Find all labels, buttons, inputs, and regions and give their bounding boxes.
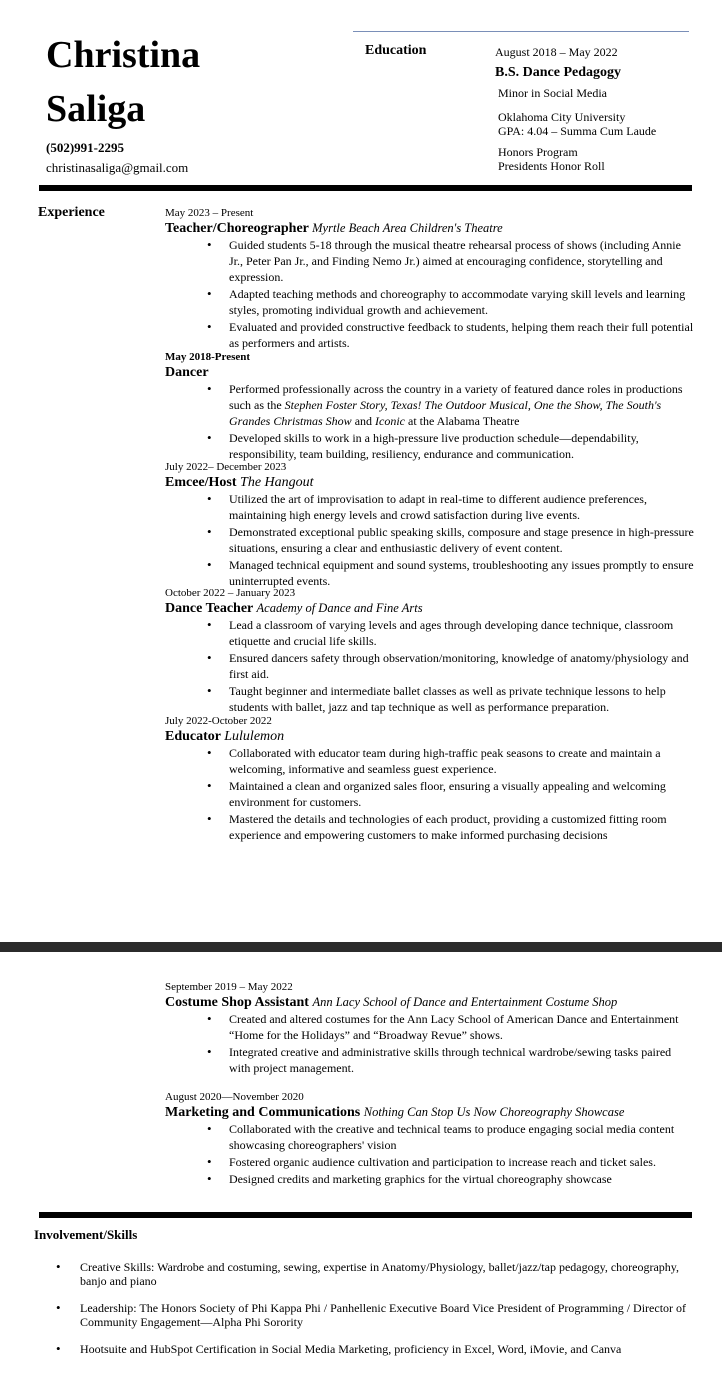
job-org: The Hangout <box>240 475 314 490</box>
skills-rule <box>39 1212 692 1218</box>
education-dates: August 2018 – May 2022 <box>495 45 618 59</box>
job-bullet: • Demonstrated exceptional public speaking skills, composure and stage presence in high-pressure situations, ensuring a clear and enthusiastic delivery of event content. <box>165 524 695 556</box>
job-title-line <box>165 994 695 1011</box>
email: christinasaliga@gmail.com <box>46 160 189 175</box>
education-honors-program: Honors Program <box>498 145 578 159</box>
job-title: Costume Shop Assistant <box>165 995 309 1010</box>
last-name: Saliga <box>46 88 146 130</box>
job-title: Educator <box>165 729 221 744</box>
job-entry <box>165 1091 695 1188</box>
job-bullet: • Developed skills to work in a high-pressure live production schedule—dependability, responsibility, team building, resiliency, endurance and communication. <box>165 430 695 462</box>
job-org: Lululemon <box>224 729 285 744</box>
job-bullet: • Taught beginner and intermediate ballet classes as well as private technique lessons to help students with ballet, jazz and tap technique as well as performance preparation. <box>165 683 695 715</box>
experience-heading: Experience <box>38 205 105 220</box>
education-heading: Education <box>365 43 427 58</box>
job-title-line <box>165 728 695 745</box>
job-entry <box>165 351 695 463</box>
job-bullet: • Designed credits and marketing graphics for the virtual choreography showcase <box>165 1171 695 1187</box>
skill-item: • Leadership: The Honors Society of Phi Kappa Phi / Panhellenic Executive Board Vice President of Programming / Director of Community Engagement—Alpha Phi Sorority <box>56 1301 696 1329</box>
job-entry <box>165 207 695 352</box>
job-date: September 2019 – May 2022 <box>165 981 293 993</box>
job-date: May 2023 – Present <box>165 207 254 219</box>
job-title-line <box>165 1104 695 1121</box>
job-title: Dancer <box>165 365 209 380</box>
job-title-line <box>165 600 695 617</box>
job-bullet: • Collaborated with educator team during high-traffic peak seasons to create and maintain a welcoming, informative and seamless guest experience. <box>165 745 695 777</box>
job-bullet: • Mastered the details and technologies of each product, providing a customized fitting room experience and empowering customers to make informed purchasing decisions <box>165 811 695 843</box>
job-title-line <box>165 474 695 491</box>
job-bullet: • Integrated creative and administrative skills through technical wardrobe/sewing tasks paired with project management. <box>165 1044 695 1076</box>
skill-item: • Creative Skills: Wardrobe and costuming, sewing, expertise in Anatomy/Physiology, ballet/jazz/tap pedagogy, choreography, banjo and piano <box>56 1260 696 1288</box>
job-title-line <box>165 220 695 237</box>
job-bullet: • Evaluated and provided constructive feedback to students, helping them reach their full potential as performers and artists. <box>165 319 695 351</box>
job-title: Dance Teacher <box>165 601 254 616</box>
job-bullet: • Utilized the art of improvisation to adapt in real-time to different audience preferences, maintaining high energy levels and crowd satisfaction during live events. <box>165 491 695 523</box>
education-degree: B.S. Dance Pedagogy <box>495 65 621 80</box>
job-date: July 2022– December 2023 <box>165 461 287 473</box>
job-date: October 2022 – January 2023 <box>165 587 296 599</box>
job-org: Myrtle Beach Area Children's Theatre <box>312 221 503 235</box>
job-date: August 2020—November 2020 <box>165 1091 304 1103</box>
job-bullet: • Maintained a clean and organized sales floor, ensuring a visually appealing and welcoming environment for customers. <box>165 778 695 810</box>
job-bullet: • Guided students 5-18 through the musical theatre rehearsal process of shows (including Annie Jr., Peter Pan Jr., and Finding Nemo Jr.) aimed at encouraging confidence, storytelling and expression. <box>165 237 695 285</box>
job-org: Ann Lacy School of Dance and Entertainment Costume Shop <box>312 995 618 1009</box>
job-entry <box>165 715 695 844</box>
job-bullet: • Collaborated with the creative and technical teams to produce engaging social media content showcasing choreographers' vision <box>165 1121 695 1153</box>
education-gpa: GPA: 4.04 – Summa Cum Laude <box>498 124 657 138</box>
job-bullet: • Adapted teaching methods and choreography to accommodate varying skill levels and learning styles, promoting individual growth and achievement. <box>165 286 695 318</box>
education-top-rule <box>353 31 689 32</box>
job-title: Emcee/Host <box>165 475 237 490</box>
first-name: Christina <box>46 34 201 76</box>
job-bullet: • Lead a classroom of varying levels and ages through developing dance technique, classroom etiquette and crucial life skills. <box>165 617 695 649</box>
job-bullet: • Performed professionally across the country in a variety of featured dance roles in productions such as the Stephen Foster Story, Texas! The Outdoor Musical, One the Show, The South's Grandes Christmas Show and Iconic at the Alabama Theatre <box>165 381 695 429</box>
phone: (502)991-2295 <box>46 140 124 155</box>
page-break <box>0 942 722 952</box>
job-bullet: • Ensured dancers safety through observation/monitoring, knowledge of anatomy/physiology and first aid. <box>165 650 695 682</box>
job-bullet: • Created and altered costumes for the Ann Lacy School of American Dance and Entertainment “Home for the Holidays” and “Broadway Revue” shows. <box>165 1011 695 1043</box>
skills-list <box>56 1260 696 1369</box>
skills-heading: Involvement/Skills <box>34 1227 138 1242</box>
education-school: Oklahoma City University <box>498 110 626 124</box>
job-entry <box>165 461 695 590</box>
header-rule <box>39 185 692 191</box>
job-entry <box>165 587 695 716</box>
job-date: July 2022-October 2022 <box>165 715 272 727</box>
job-bullet: • Fostered organic audience cultivation and participation to increase reach and ticket sales. <box>165 1154 695 1170</box>
job-bullet: • Managed technical equipment and sound systems, troubleshooting any issues promptly to ensure uninterrupted events. <box>165 557 695 589</box>
job-org: Nothing Can Stop Us Now Choreography Showcase <box>363 1105 625 1119</box>
job-title: Teacher/Choreographer <box>165 221 309 236</box>
education-honor-roll: Presidents Honor Roll <box>498 159 605 173</box>
job-org: Academy of Dance and Fine Arts <box>256 601 423 615</box>
job-entry <box>165 981 695 1077</box>
education-minor: Minor in Social Media <box>498 86 607 100</box>
skill-item: • Hootsuite and HubSpot Certification in Social Media Marketing, proficiency in Excel, Word, iMovie, and Canva <box>56 1342 696 1356</box>
job-title: Marketing and Communications <box>165 1105 361 1120</box>
job-date: May 2018-Present <box>165 351 251 363</box>
